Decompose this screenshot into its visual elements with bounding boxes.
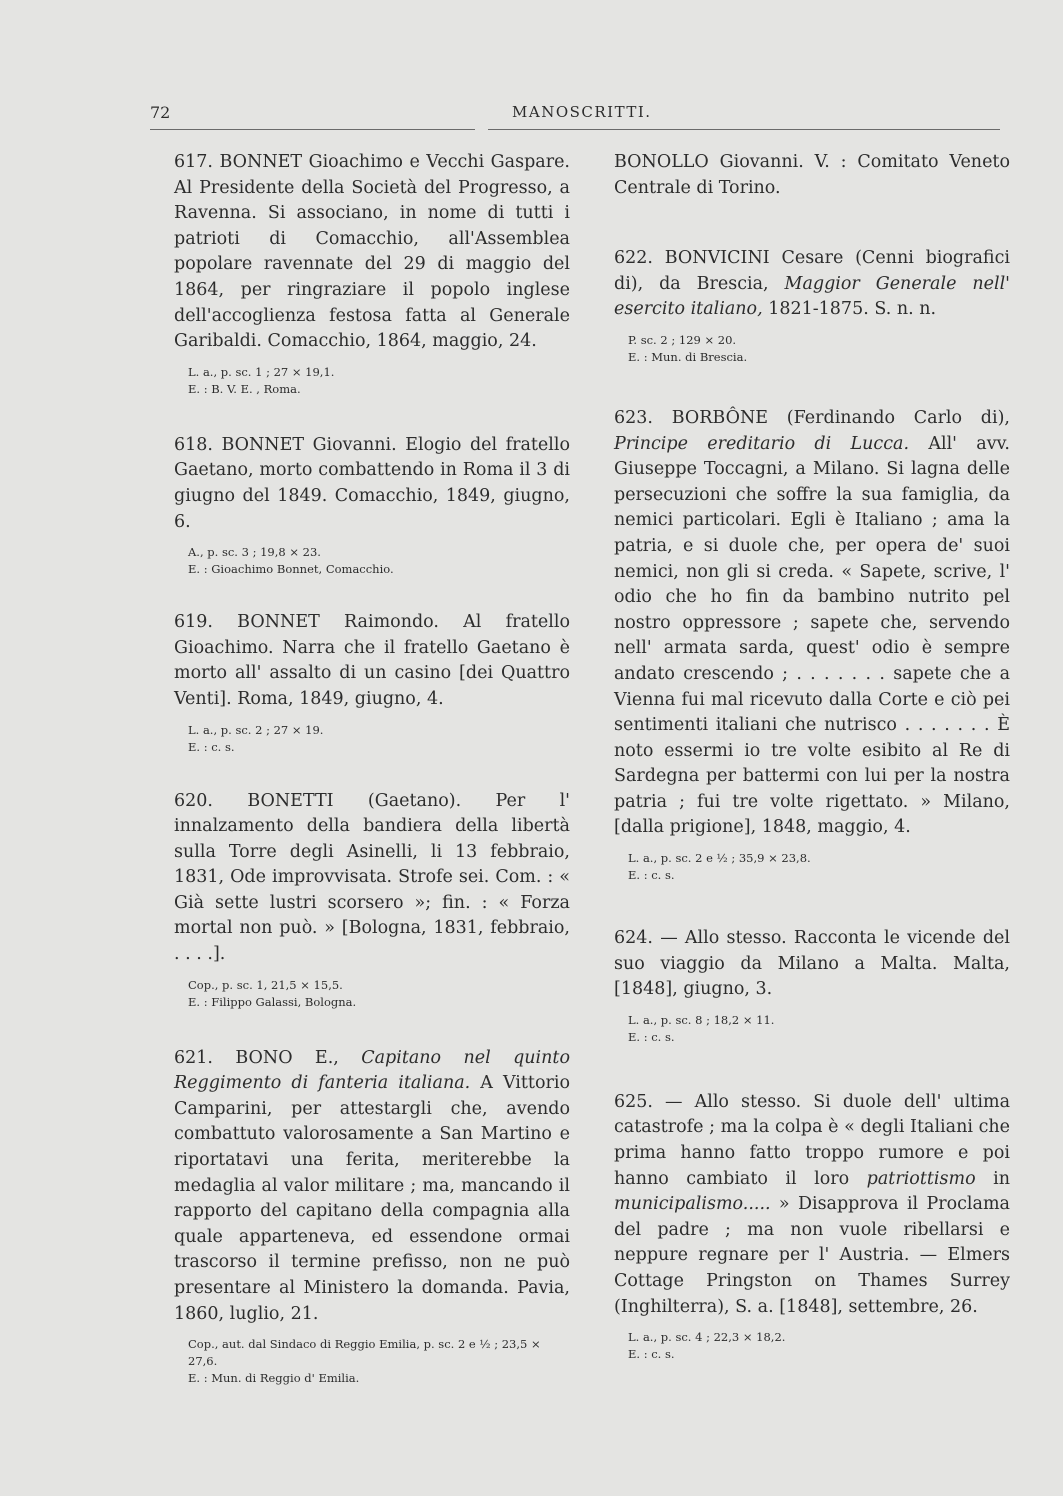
physical-description: Cop., aut. dal Sindaco di Reggio Emilia, p. sc. 2 e ½ ; 23,5 × 27,6.: [188, 1337, 541, 1369]
entry-heading: 625. — Allo stesso. Si duole dell' ultima catastrofe ; ma la colpa è « degli Italiani che prima hanno fatto troppo rumore e poi hanno cambiato il loro: [614, 1091, 1010, 1189]
owner: E. : Gioachimo Bonnet, Comacchio.: [188, 562, 394, 577]
entry-617: [174, 150, 570, 398]
entry-623: [614, 406, 1010, 884]
right-column: [614, 150, 1010, 1363]
entry-624: [614, 926, 1010, 1046]
entry-text: 624. — Allo stesso. Racconta le vicende del suo viaggio da Milano a Malta. Malta, [1848], giugno, 3.: [614, 928, 1010, 1000]
entry-meta: [628, 1329, 1010, 1363]
cross-reference: [614, 150, 1010, 201]
entry-622: [614, 246, 1010, 366]
entry-text: 619. BONNET Raimondo. Al fratello Gioachimo. Narra che il fratello Gaetano è morto all' assalto di un casino [dei Quattro Venti]. Roma, 1849, giugno, 4.: [174, 612, 570, 709]
entry-text: [614, 246, 1010, 323]
entry-heading: 622. BONVICINI Cesare (Cenni biografici di), da Brescia,: [614, 248, 1010, 294]
entry-meta: [188, 544, 570, 578]
entry-text: [614, 406, 1010, 841]
cross-reference-text: BONOLLO Giovanni. V. : Comitato Veneto Centrale di Torino.: [614, 152, 1010, 198]
entry-heading: 623. BORBÔNE (Ferdinando Carlo di),: [614, 407, 1010, 428]
entry-620: [174, 789, 570, 1011]
owner: E. : Mun. di Reggio d' Emilia.: [188, 1371, 360, 1386]
entry-body: in: [975, 1168, 1010, 1189]
owner: E. : Filippo Galassi, Bologna.: [188, 994, 357, 1009]
owner: E. : c. s.: [628, 1029, 675, 1044]
entry-text: [174, 1046, 570, 1328]
entry-meta: [628, 1012, 1010, 1046]
entry-meta: [188, 1336, 570, 1387]
physical-description: Cop., p. sc. 1, 21,5 × 15,5.: [188, 977, 343, 992]
physical-description: L. a., p. sc. 1 ; 27 × 19,1.: [188, 364, 335, 379]
entry-body: » Disapprova il Proclama del padre ; ma non vuole ribellarsi e neppure regnare per l' Austria. — Elmers Cottage Pringston on Thames Surrey (Inghilterra), S. a. [1848], settembre, 26.: [614, 1194, 1010, 1317]
entry-618: [174, 433, 570, 578]
entry-text: [614, 1090, 1010, 1320]
entry-body: A Vittorio Camparini, per attestargli che, avendo combattuto valorosamente a San Martino e riportatavi una ferita, meriterebbe la medaglia al valor militare ; ma, mancando il rapporto del capitano della compagnia alla quale apparteneva, ed essendone ormai trascorso il termine prefisso, non ne può presentare al Ministero la domanda. Pavia, 1860, luglio, 21.: [174, 1073, 570, 1324]
header-rule-left: [150, 129, 475, 130]
entry-625: [614, 1090, 1010, 1363]
entry-text: 618. BONNET Giovanni. Elogio del fratello Gaetano, morto combattendo in Roma il 3 di giugno del 1849. Comacchio, 1849, giugno, 6.: [174, 434, 570, 532]
entry-heading: 621. BONO E.,: [174, 1047, 362, 1068]
entry-meta: [628, 332, 1010, 366]
owner: E. : B. V. E. , Roma.: [188, 381, 301, 396]
entry-italic-term: patriottismo: [866, 1168, 976, 1189]
header-rule-right: [488, 129, 1000, 130]
physical-description: P. sc. 2 ; 129 × 20.: [628, 332, 737, 347]
entry-meta: [188, 722, 570, 756]
page-number: 72: [150, 103, 171, 122]
entry-text: 620. BONETTI (Gaetano). Per l' innalzamento della bandiera della libertà sulla Torre degli Asinelli, li 13 febbraio, 1831, Ode improvvisata. Strofe sei. Com. : « Già sette lustri scorsero »; fin. : « Forza mortal non può. » [Bologna, 1831, febbraio, . . . .].: [174, 790, 570, 965]
entry-italic-term: municipalismo.....: [614, 1194, 771, 1215]
physical-description: L. a., p. sc. 4 ; 22,3 × 18,2.: [628, 1330, 786, 1345]
owner: E. : c. s.: [188, 739, 235, 754]
entry-meta: [628, 850, 1010, 884]
physical-description: L. a., p. sc. 8 ; 18,2 × 11.: [628, 1012, 775, 1027]
entry-body: 1821-1875. S. n. n.: [762, 299, 937, 320]
entry-title-italic: Capitano nel quinto Reggimento di fanteria italiana.: [174, 1047, 570, 1094]
entry-title-italic: Maggior Generale nell' esercito italiano,: [614, 273, 1010, 320]
entry-meta: [188, 364, 570, 398]
entry-body: All' avv. Giuseppe Toccagni, a Milano. Si lagna delle persecuzioni che soffre la sua famiglia, da nemici particolari. Egli è Italiano ; ama la patria, e si duole che, per opera de' suoi nemici, non gli si creda. « Sapete, scrive, l' odio che ho fin da bambino nutrito pel nostro oppressore ; sapete che, servendo nell' armata sarda, quest' odio è sempre andato crescendo ; . . . . . . . sapete che a Vienna fui mal ricevuto dalla Corte e ciò pei sentimenti italiani che nutrisco . . . . . . . È noto essermi io tre volte esibito al Re di Sardegna per battermi con lui per la nostra patria ; fui tre volte rigettato. » Milano, [dalla prigione], 1848, maggio, 4.: [614, 433, 1010, 838]
entry-text: 617. BONNET Gioachimo e Vecchi Gaspare. Al Presidente della Società del Progresso, a Ravenna. Si associano, in nome di tutti i patrioti di Comacchio, all'Assemblea popolare ravennate del 29 di maggio del 1864, per ringraziare il popolo inglese dell'accoglienza festosa fatta al Generale Garibaldi. Comacchio, 1864, maggio, 24.: [174, 152, 570, 352]
entry-619: [174, 610, 570, 755]
physical-description: L. a., p. sc. 2 e ½ ; 35,9 × 23,8.: [628, 851, 811, 866]
entry-meta: [188, 977, 570, 1011]
entry-621: [174, 1046, 570, 1388]
left-column: [174, 150, 570, 1387]
owner: E. : c. s.: [628, 1347, 675, 1362]
owner: E. : c. s.: [628, 868, 675, 883]
physical-description: A., p. sc. 3 ; 19,8 × 23.: [188, 545, 321, 560]
owner: E. : Mun. di Brescia.: [628, 349, 748, 364]
entry-title-italic: Principe ereditario di Lucca.: [614, 433, 910, 454]
running-title: MANOSCRITTI.: [512, 103, 652, 121]
physical-description: L. a., p. sc. 2 ; 27 × 19.: [188, 722, 324, 737]
